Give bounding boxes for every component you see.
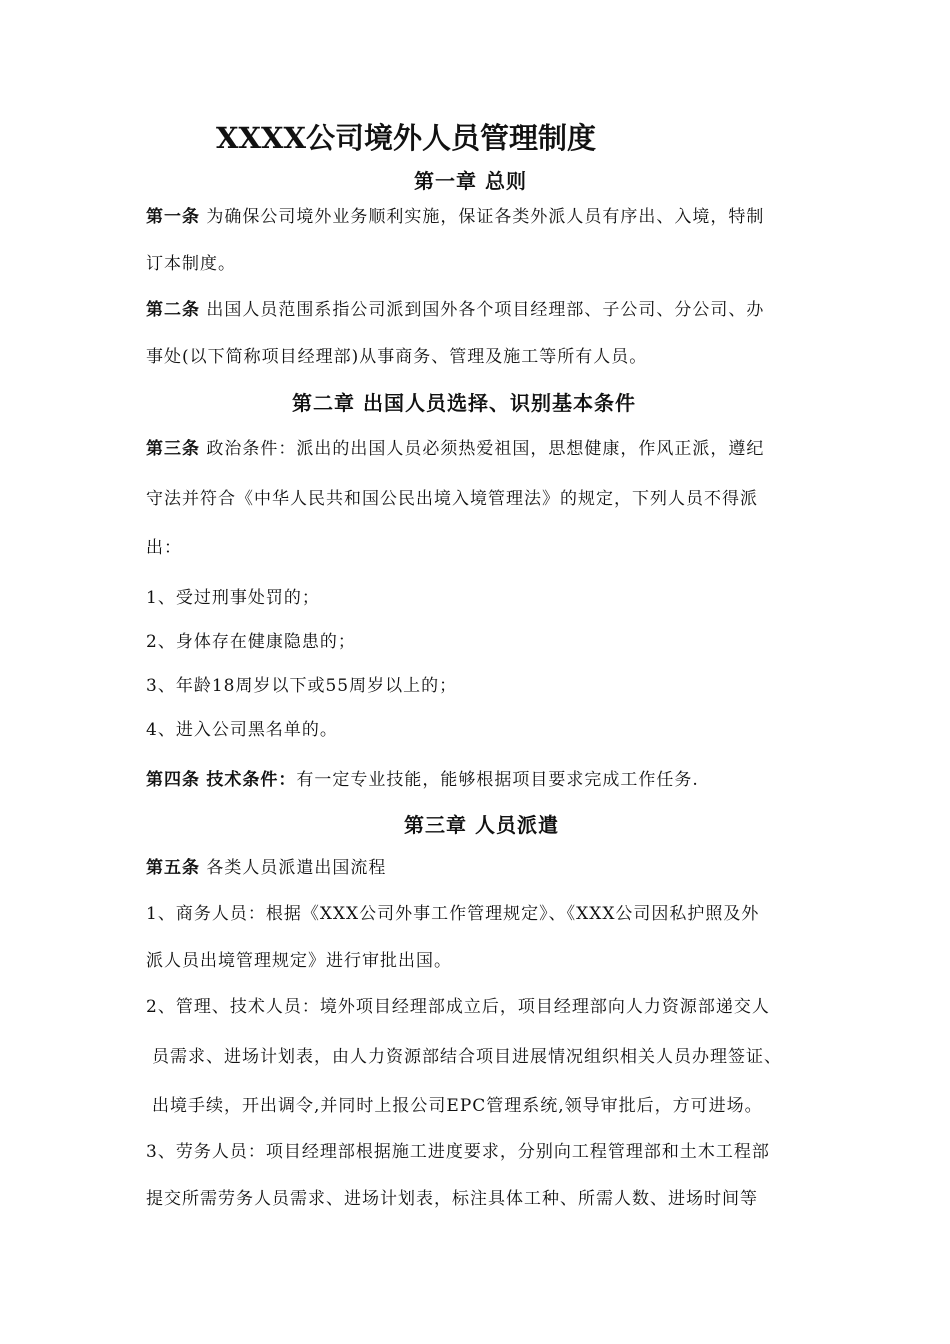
paragraph-3-line-1: 3、劳务人员：项目经理部根据施工进度要求，分别向工程管理部和土木工程部 [146,1142,770,1162]
article-3-line-1 [146,438,764,460]
chapter-1-heading: 第一章 总则 [414,169,527,193]
list-item-3: 3、年龄18周岁以下或55周岁以上的； [146,676,458,696]
article-1-line-1 [146,206,764,228]
chapter-3-heading: 第三章 人员派遣 [404,813,559,837]
article-2-line-1 [146,299,764,321]
document-title: XXXX公司境外人员管理制度 [216,121,597,155]
article-5-line-1 [146,857,386,879]
article-4-line-1 [146,769,699,791]
article-2-text: 出国人员范围系指公司派到国外各个项目经理部、子公司、分公司、办 [206,300,765,320]
paragraph-2-line-2: 员需求、进场计划表，由人力资源部结合项目进展情况组织相关人员办理签证、 [152,1047,782,1067]
article-3-text: 政治条件：派出的出国人员必须热爱祖国，思想健康，作风正派，遵纪 [206,439,765,459]
paragraph-3-line-2: 提交所需劳务人员需求、进场计划表，标注具体工种、所需人数、进场时间等 [146,1189,758,1209]
article-3-label: 第三条 [146,439,200,459]
paragraph-1-line-2: 派人员出境管理规定》进行审批出国。 [146,951,452,971]
article-2-label: 第二条 [146,300,200,320]
article-4-label: 第四条 [146,770,200,790]
article-1-line-2: 订本制度。 [146,254,236,274]
article-4-text: 有一定专业技能，能够根据项目要求完成工作任务. [296,770,699,790]
paragraph-2-line-1: 2、管理、技术人员：境外项目经理部成立后，项目经理部向人力资源部递交人 [146,997,770,1017]
article-1-label: 第一条 [146,207,200,227]
list-item-1: 1、受过刑事处罚的； [146,588,320,608]
paragraph-2-line-3: 出境手续，开出调令,并同时上报公司EPC管理系统,领导审批后，方可进场。 [152,1096,763,1116]
article-3-line-2: 守法并符合《中华人民共和国公民出境入境管理法》的规定，下列人员不得派 [146,489,758,509]
article-3-line-3: 出： [146,538,182,558]
list-item-2: 2、身体存在健康隐患的； [146,632,356,652]
paragraph-1-line-1: 1、商务人员：根据《XXX公司外事工作管理规定》、《XXX公司因私护照及外 [146,904,760,924]
chapter-2-heading: 第二章 出国人员选择、识别基本条件 [292,391,636,415]
article-1-text: 为确保公司境外业务顺利实施，保证各类外派人员有序出、入境，特制 [206,207,765,227]
article-5-text: 各类人员派遣出国流程 [206,858,387,878]
article-5-label: 第五条 [146,858,200,878]
article-4-lead: 技术条件： [206,770,297,790]
list-item-4: 4、进入公司黑名单的。 [146,720,338,740]
article-2-line-2: 事处(以下简称项目经理部)从事商务、管理及施工等所有人员。 [146,347,648,367]
